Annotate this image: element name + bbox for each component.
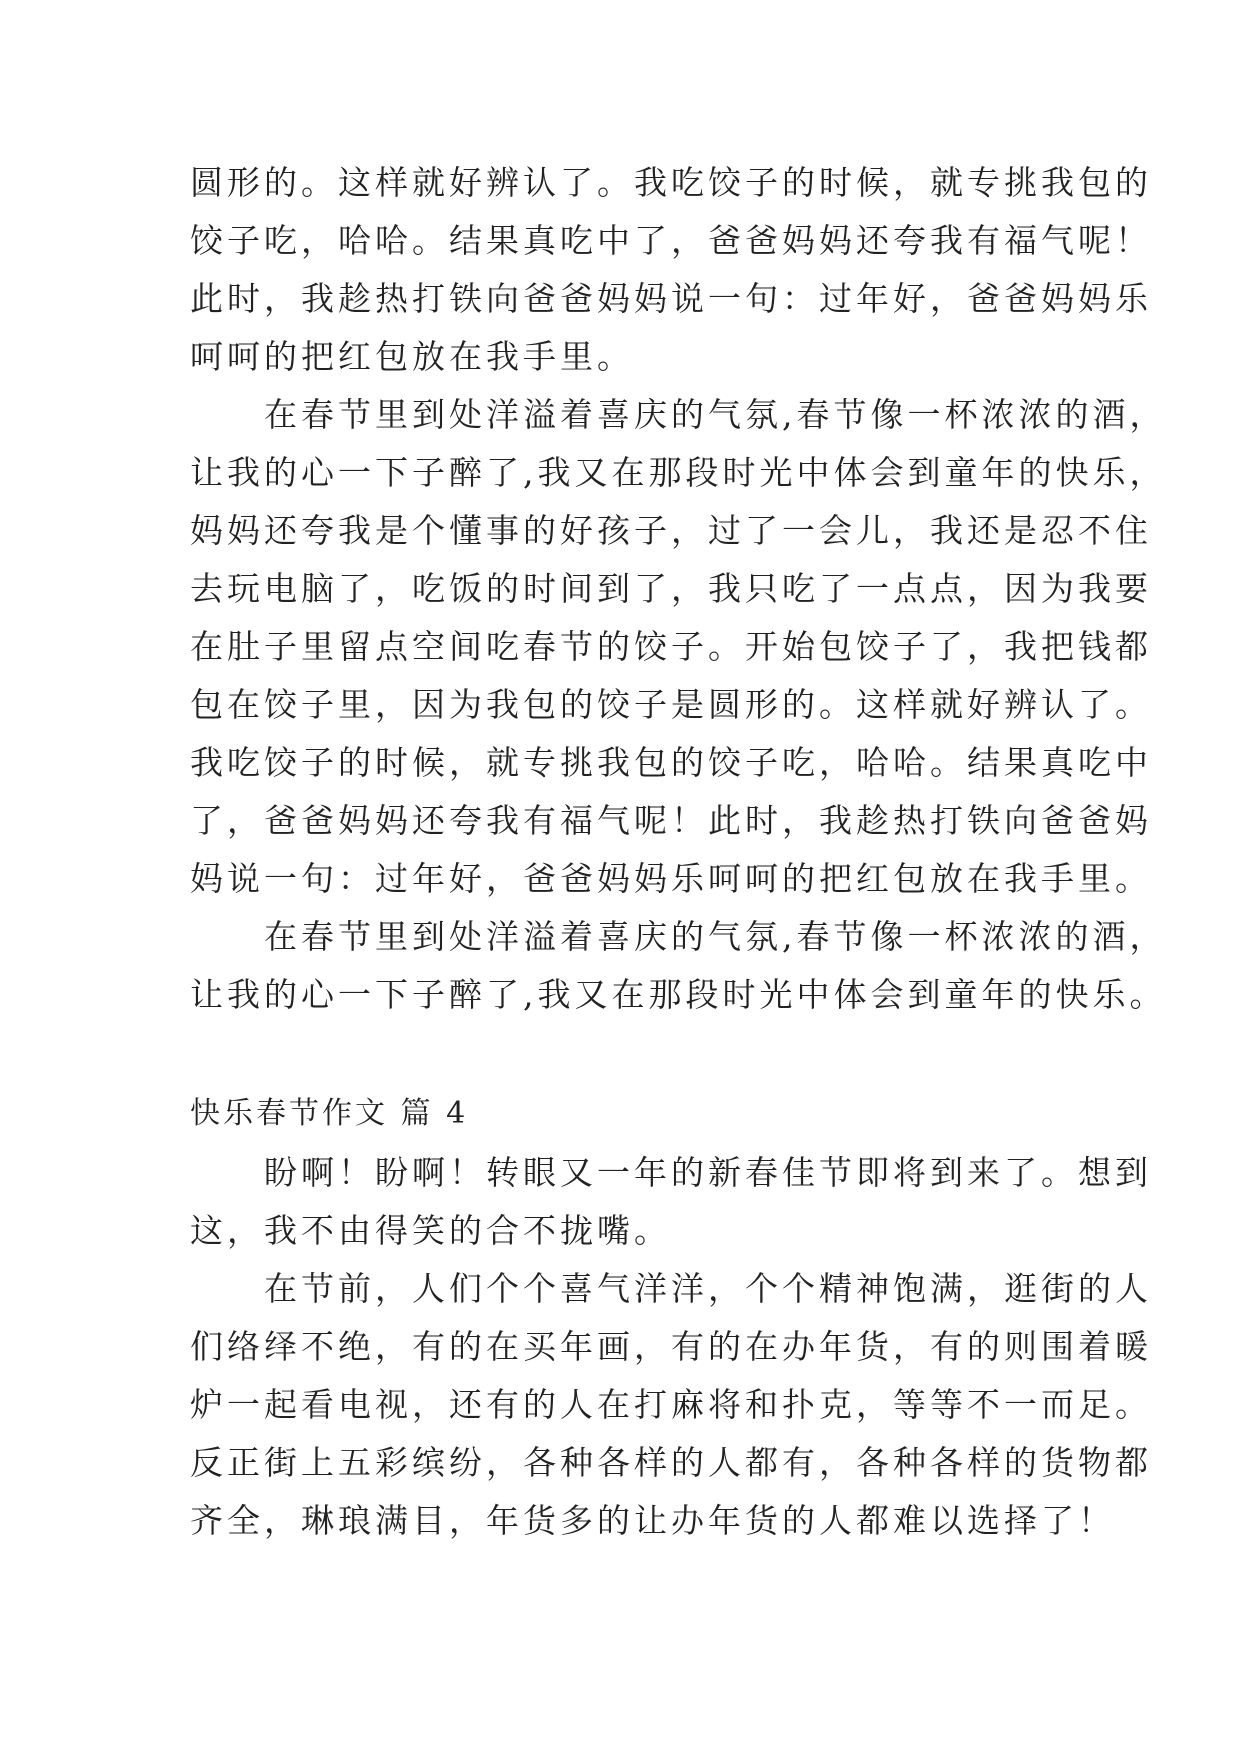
text-line: 这，我不由得笑的合不拢嘴。 <box>190 1211 671 1250</box>
text-line: 反正街上五彩缤纷，各种各样的人都有，各种各样的货物都 <box>190 1443 1152 1482</box>
text-line: 妈说一句：过年好，爸爸妈妈乐呵呵的把红包放在我手里。 <box>190 859 1152 898</box>
essay-section-4 <box>190 1144 1152 1550</box>
text-line: 去玩电脑了，吃饭的时间到了，我只吃了一点点，因为我要 <box>190 569 1152 608</box>
text-line: 在春节里到处洋溢着喜庆的气氛,春节像一杯浓浓的酒， <box>190 395 1167 434</box>
text-line: 让我的心一下子醉了,我又在那段时光中体会到童年的快乐， <box>190 453 1167 492</box>
text-line: 我吃饺子的时候，就专挑我包的饺子吃，哈哈。结果真吃中 <box>190 743 1152 782</box>
text-line: 包在饺子里，因为我包的饺子是圆形的。这样就好辨认了。 <box>190 685 1152 724</box>
text-line: 们络绎不绝，有的在买年画，有的在办年货，有的则围着暖 <box>190 1327 1152 1366</box>
section-heading: 快乐春节作文 篇 4 <box>190 1096 469 1131</box>
text-line: 此时，我趁热打铁向爸爸妈妈说一句：过年好，爸爸妈妈乐 <box>190 279 1152 318</box>
text-line: 盼啊！盼啊！转眼又一年的新春佳节即将到来了。想到 <box>190 1153 1152 1192</box>
essay-continuation <box>190 154 1167 1024</box>
text-line: 了，爸爸妈妈还夸我有福气呢！此时，我趁热打铁向爸爸妈 <box>190 801 1152 840</box>
text-line: 让我的心一下子醉了,我又在那段时光中体会到童年的快乐。 <box>190 975 1167 1014</box>
text-line: 饺子吃，哈哈。结果真吃中了，爸爸妈妈还夸我有福气呢！ <box>190 221 1152 260</box>
text-line: 在春节里到处洋溢着喜庆的气氛,春节像一杯浓浓的酒， <box>190 917 1167 956</box>
text-line: 呵呵的把红包放在我手里。 <box>190 337 634 376</box>
text-line: 在肚子里留点空间吃春节的饺子。开始包饺子了，我把钱都 <box>190 627 1152 666</box>
text-line: 妈妈还夸我是个懂事的好孩子，过了一会儿，我还是忍不住 <box>190 511 1152 550</box>
text-line: 炉一起看电视，还有的人在打麻将和扑克，等等不一而足。 <box>190 1385 1152 1424</box>
text-line: 齐全，琳琅满目，年货多的让办年货的人都难以选择了！ <box>190 1501 1115 1540</box>
text-line: 圆形的。这样就好辨认了。我吃饺子的时候，就专挑我包的 <box>190 163 1152 202</box>
text-line: 在节前，人们个个喜气洋洋，个个精神饱满，逛街的人 <box>190 1269 1152 1308</box>
